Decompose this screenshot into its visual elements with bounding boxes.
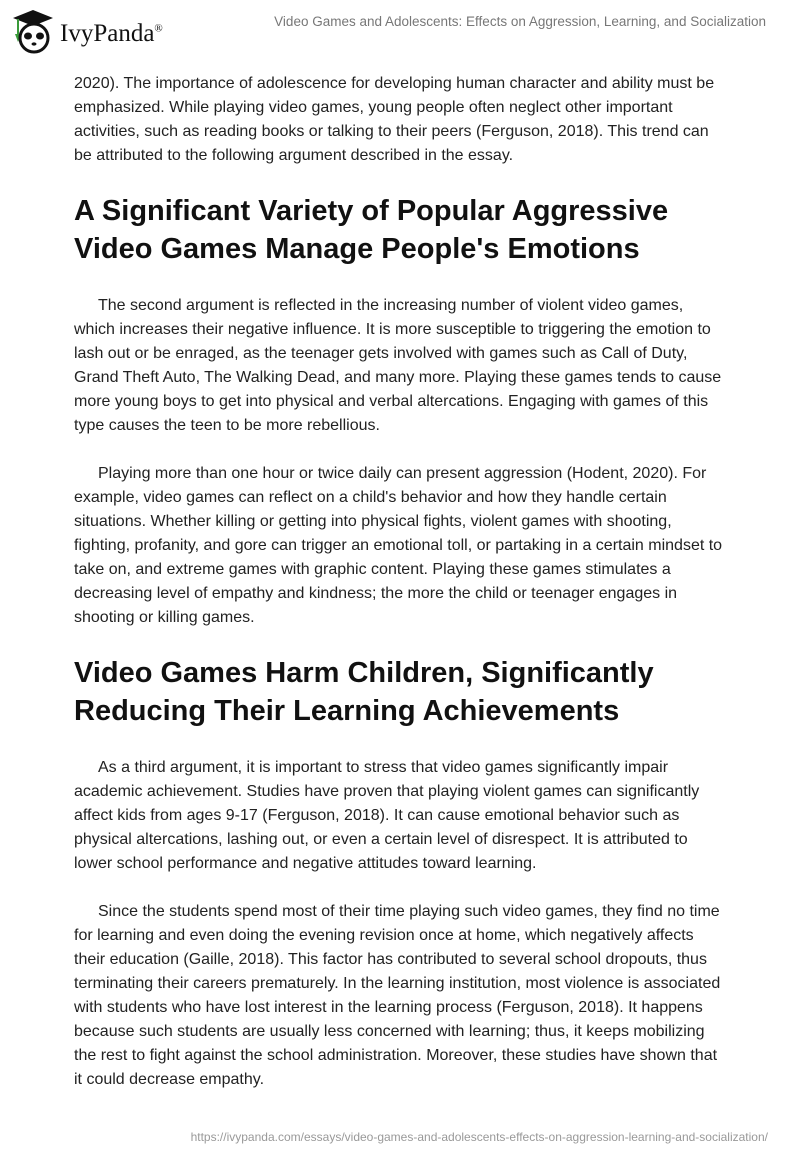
section-heading-emotions: A Significant Variety of Popular Aggressive Video Games Manage People's Emotions [74, 195, 669, 265]
paragraph: Since the students spend most of their time playing such video games, they find no time for learning and even doing the evening revision once at home, which negatively affects their education (Gaille, 2018). This factor has contributed to several school dropouts, thus terminating their careers prematurely. In the learning institution, most violence is associated with students who have lost interest in the learning process (Ferguson, 2018). It happens because such students are usually less concerned with learning; thus, it keeps mobilizing the rest to fight against the school administration. Moreover, these studies have shown that it could decrease empathy. [74, 903, 721, 1088]
intro-paragraph: 2020). The importance of adolescence for developing human character and ability must be emphasized. While playing video games, young people often neglect other important activities, such as reading books or talking to their peers (Ferguson, 2018). This trend can be attributed to the following argument described in the essay. [74, 75, 715, 164]
registered-mark: ® [154, 22, 163, 35]
ivypanda-logo[interactable] [12, 8, 163, 54]
paragraph: The second argument is reflected in the increasing number of violent video games, which increases their negative influence. It is more susceptible to triggering the emotion to lash out or be enraged, as the teenager gets involved with games such as Call of Duty, Grand Theft Auto, The Walking Dead, and many more. Playing these games tends to cause more young boys to get into physical and verbal altercations. Engaging with games of this type causes the teen to be more rebellious. [74, 297, 722, 434]
paragraph: As a third argument, it is important to stress that video games significantly impair academic achievement. Studies have proven that playing violent games can significantly affect kids from ages 9-17 (Ferguson, 2018). It can cause emotional behavior such as physical altercations, lashing out, or even a certain level of disrespect. It is attributed to lower school performance and negative attitudes toward learning. [74, 759, 700, 872]
source-url[interactable]: https://ivypanda.com/essays/video-games-and-adolescents-effects-on-aggression-learning-and-socialization/ [190, 1130, 768, 1144]
paragraph: Playing more than one hour or twice daily can present aggression (Hodent, 2020). For example, video games can reflect on a child's behavior and how they handle certain situations. Whether killing or getting into physical fights, violent games with shooting, fighting, profanity, and gore can trigger an emotional toll, or partaking in a certain mindset to take on, and extreme games with graphic content. Playing these games stimulates a decreasing level of empathy and kindness; the more the child or teenager engages in shooting or killing games. [74, 465, 723, 626]
page-header [0, 0, 800, 60]
panda-graduate-icon [12, 8, 54, 54]
essay-body [74, 72, 726, 1116]
document-title: Video Games and Adolescents: Effects on Aggression, Learning, and Socialization [274, 14, 766, 29]
section-heading-learning: Video Games Harm Children, Significantly Reducing Their Learning Achievements [74, 657, 654, 727]
logo-text: IvyPanda [60, 20, 155, 47]
